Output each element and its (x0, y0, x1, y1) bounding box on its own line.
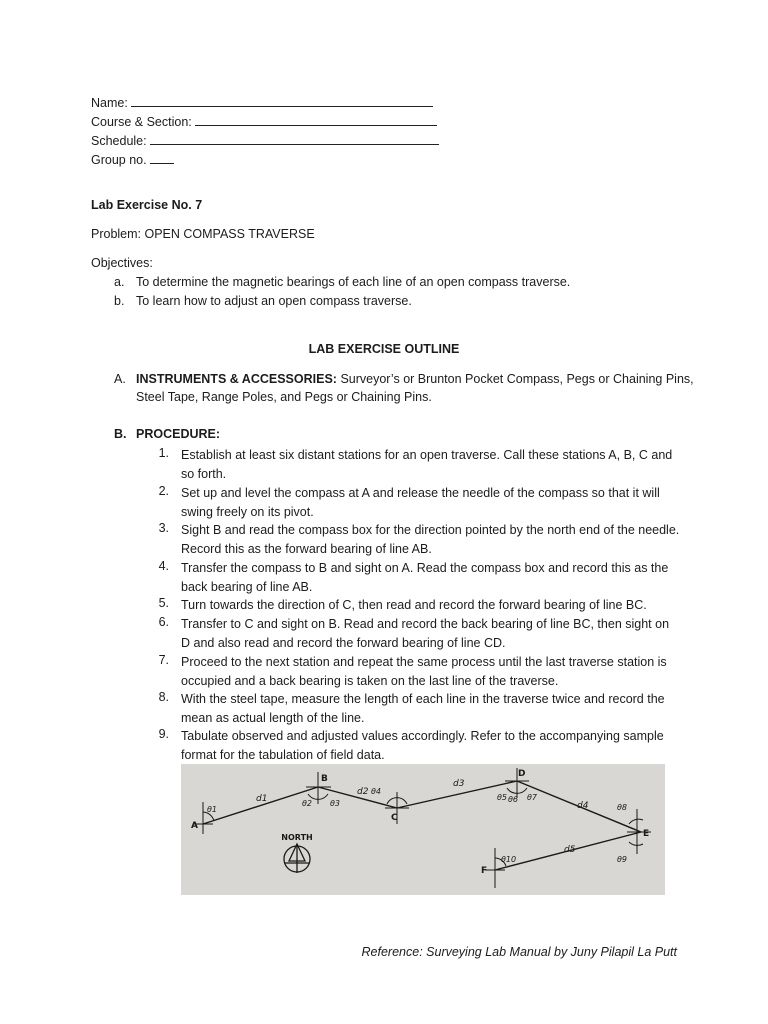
distance-label: d1 (256, 794, 268, 804)
angle-label: θ7 (527, 793, 537, 802)
procedure-step: Sight B and read the compass box for the direction pointed by the north end of the needle. Record this as the forward bearing of line AB. (181, 523, 680, 556)
station-label: E (643, 829, 650, 839)
course-blank[interactable] (195, 113, 437, 126)
angle-label: θ1 (207, 805, 217, 814)
objective-item: To determine the magnetic bearings of each line of an open compass traverse. (136, 275, 571, 289)
step-number: 5. (158, 596, 169, 610)
procedure-step: Set up and level the compass at A and release the needle of the compass so that it will swing freely on its pivot. (181, 486, 660, 519)
procedure-step: Tabulate observed and adjusted values accordingly. Refer to the accompanying sample format for the tabulation of field data. (181, 729, 664, 762)
problem-statement: Problem: OPEN COMPASS TRAVERSE (91, 227, 315, 241)
objective-marker: b. (114, 294, 125, 308)
section-b-marker: B. (114, 427, 127, 441)
procedure-step: Transfer the compass to B and sight on A. Read the compass box and record this as the back bearing of line AB. (181, 561, 669, 594)
angle-label: θ10 (501, 855, 517, 864)
procedure-step: Turn towards the direction of C, then read and record the forward bearing of line BC. (181, 598, 647, 612)
step-number: 7. (158, 653, 169, 667)
step-number: 9. (158, 727, 169, 741)
distance-label: d2 (357, 787, 369, 797)
exercise-title: Lab Exercise No. 7 (91, 198, 203, 212)
station-label: F (481, 866, 488, 876)
station-label: B (321, 774, 328, 784)
group-label: Group no. (91, 153, 147, 167)
traverse-lines (203, 781, 641, 870)
course-section-field[interactable] (91, 113, 437, 129)
outline-heading: LAB EXERCISE OUTLINE (308, 342, 460, 356)
step-number: 4. (158, 559, 169, 573)
station-label: D (518, 769, 526, 779)
section-a-marker: A. (114, 372, 126, 386)
objectives-label: Objectives: (91, 256, 153, 270)
section-b-title: PROCEDURE: (136, 427, 221, 441)
angle-label: θ6 (508, 795, 518, 804)
procedure-step: Establish at least six distant stations for an open traverse. Call these stations A, B, C and so forth. (181, 448, 673, 481)
line-ab (203, 787, 318, 824)
schedule-label: Schedule: (91, 134, 147, 148)
angle-label: θ9 (617, 855, 627, 864)
angle-label: θ2 (302, 799, 312, 808)
procedure-step: Transfer to C and sight on B. Read and record the back bearing of line BC, then sight on D and also read and record the forward bearing of line CD. (181, 617, 670, 650)
objective-marker: a. (114, 275, 125, 289)
traverse-diagram (181, 764, 665, 895)
distance-label: d4 (577, 801, 589, 811)
step-number: 6. (158, 615, 169, 629)
angle-label: θ3 (330, 799, 340, 808)
group-blank[interactable] (150, 151, 174, 164)
procedure-step: Proceed to the next station and repeat the same process until the last traverse station is occupied and a back bearing is taken on the last line of the traverse. (181, 655, 667, 688)
course-label: Course & Section: (91, 115, 192, 129)
section-a-line-2: Steel Tape, Range Poles, and Pegs or Chaining Pins. (136, 390, 432, 404)
angle-label: θ5 (497, 793, 507, 802)
section-a-line-1 (136, 372, 694, 386)
north-label: NORTH (281, 833, 313, 842)
angle-label: θ8 (617, 803, 627, 812)
section-a-text: Surveyor’s or Brunton Pocket Compass, Pegs or Chaining Pins, (340, 372, 694, 386)
schedule-blank[interactable] (150, 132, 439, 145)
north-arrow-icon (284, 844, 310, 873)
station-label: A (191, 821, 198, 831)
distance-label: d5 (564, 845, 576, 855)
procedure-step: With the steel tape, measure the length of each line in the traverse twice and record the mean as actual length of the line. (181, 692, 665, 725)
name-field[interactable] (91, 94, 433, 110)
step-number: 2. (158, 484, 169, 498)
section-a-title: INSTRUMENTS & ACCESSORIES: (136, 372, 337, 386)
angle-label: θ4 (371, 787, 381, 796)
reference-note: Reference: Surveying Lab Manual by Juny Pilapil La Putt (361, 945, 677, 959)
step-number: 3. (158, 521, 169, 535)
step-number: 8. (158, 690, 169, 704)
schedule-field[interactable] (91, 132, 439, 148)
distance-label: d3 (453, 779, 465, 789)
step-number: 1. (158, 446, 169, 460)
objective-item: To learn how to adjust an open compass traverse. (136, 294, 412, 308)
group-field[interactable] (91, 151, 174, 167)
station-label: C (391, 813, 398, 823)
name-label: Name: (91, 96, 128, 110)
name-blank[interactable] (131, 94, 433, 107)
